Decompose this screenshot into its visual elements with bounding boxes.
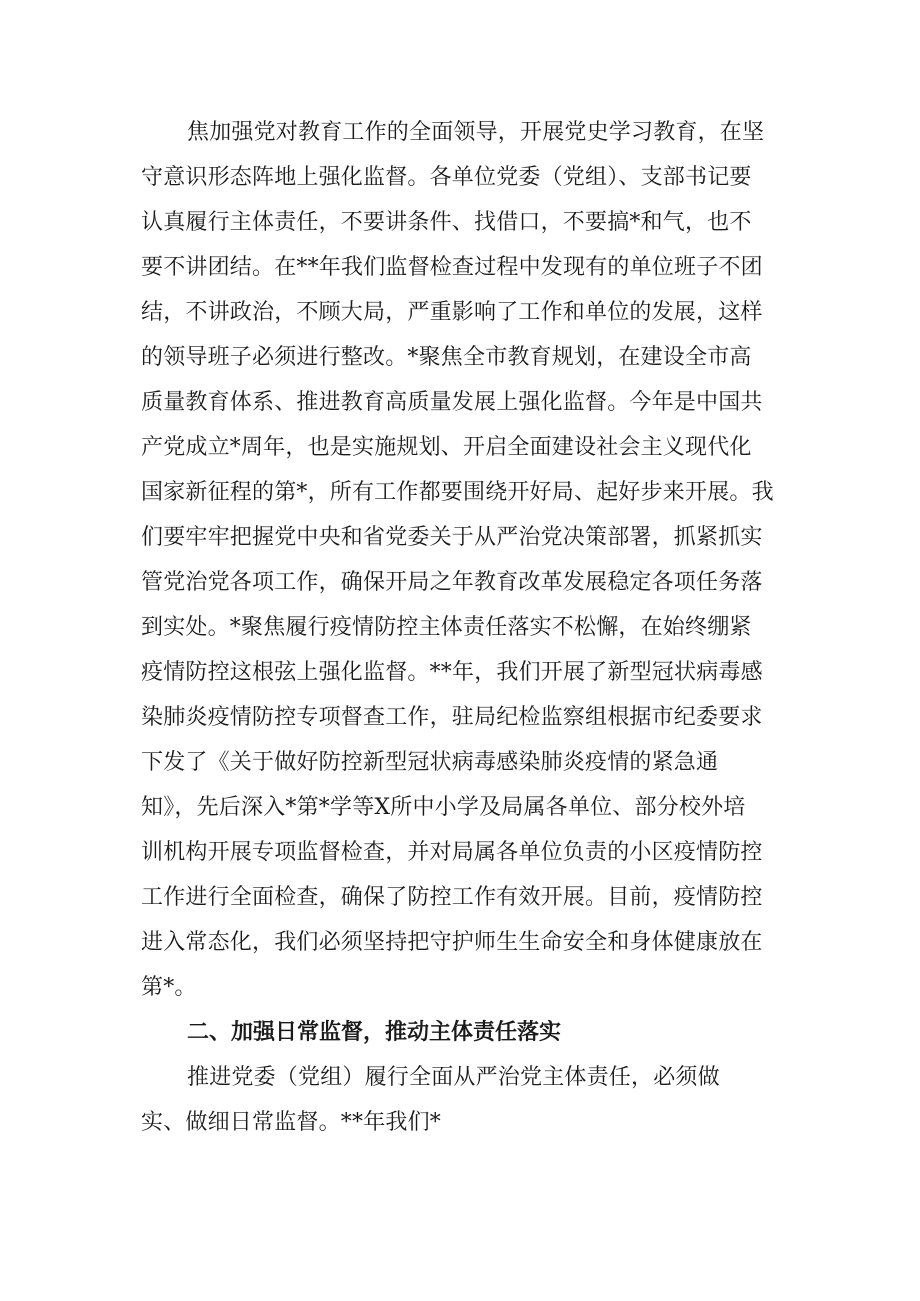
paragraph-line: 第*。	[141, 975, 197, 1000]
paragraph-line: 染肺炎疫情防控专项督查工作，驻局纪检监察组根据市纪委要求	[141, 705, 763, 730]
paragraph-line: 焦加强党对教育工作的全面领导，开展党史学习教育，在坚	[187, 120, 765, 145]
paragraph-line: 产党成立*周年，也是实施规划、开启全面建设社会主义现代化	[141, 435, 752, 460]
paragraph-line: 进入常态化，我们必须坚持把守护师生生命安全和身体健康放在	[141, 930, 763, 955]
paragraph-line: 到实处。*聚焦履行疫情防控主体责任落实不松懈，在始终绷紧	[141, 615, 752, 640]
paragraph-line: 训机构开展专项监督检查，并对局属各单位负责的小区疫情防控	[141, 840, 763, 865]
paragraph-line: 下发了《关于做好防控新型冠状病毒感染肺炎疫情的紧急通	[141, 750, 719, 775]
paragraph-line: 推进党委（党组）履行全面从严治党主体责任，必须做	[187, 1065, 720, 1090]
paragraph-line: 要不讲团结。在**年我们监督检查过程中发现有的单位班子不团	[141, 255, 763, 280]
paragraph-line: 疫情防控这根弦上强化监督。**年，我们开展了新型冠状病毒感	[141, 660, 763, 685]
paragraph-line: 的领导班子必须进行整改。*聚焦全市教育规划，在建设全市高	[141, 345, 752, 370]
section-heading: 二、加强日常监督，推动主体责任落实	[187, 1020, 562, 1045]
paragraph-line: 认真履行主体责任，不要讲条件、找借口，不要搞*和气，也不	[141, 210, 752, 235]
paragraph-line: 国家新征程的第*，所有工作都要围绕开好局、起好步来开展。我	[141, 480, 774, 505]
paragraph-line: 结，不讲政治，不顾大局，严重影响了工作和单位的发展，这样	[141, 300, 763, 325]
paragraph-line: 知》，先后深入*第*学等X所中小学及局属各单位、部分校外培	[141, 795, 746, 820]
paragraph-line: 实、做细日常监督。**年我们*	[141, 1110, 442, 1135]
paragraph-line: 守意识形态阵地上强化监督。各单位党委（党组）、支部书记要	[141, 165, 752, 190]
paragraph-line: 管党治党各项工作，确保开局之年教育改革发展稳定各项任务落	[141, 570, 763, 595]
paragraph-line: 质量教育体系、推进教育高质量发展上强化监督。今年是中国共	[141, 390, 763, 415]
paragraph-line: 们要牢牢把握党中央和省党委关于从严治党决策部署，抓紧抓实	[141, 525, 763, 550]
paragraph-line: 工作进行全面检查，确保了防控工作有效开展。目前，疫情防控	[141, 885, 763, 910]
